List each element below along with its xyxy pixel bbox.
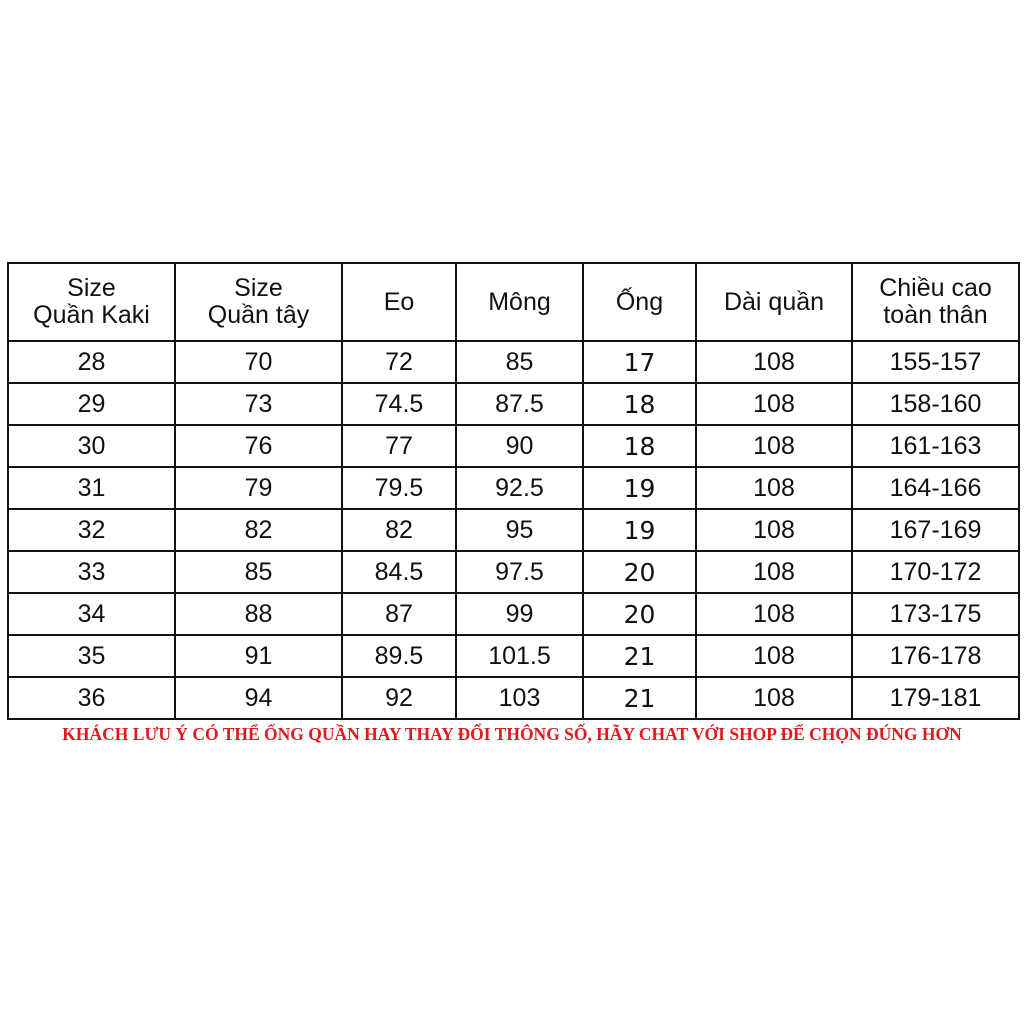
cell-dai-quan: 108 [696,383,852,425]
header-mong: Mông [456,263,583,341]
header-size-kaki: Size Quần Kaki [8,263,175,341]
header-eo: Eo [342,263,456,341]
table-row [8,509,1019,551]
cell-chieu-cao: 176-178 [852,635,1019,677]
cell-chieu-cao: 173-175 [852,593,1019,635]
cell-chieu-cao: 167-169 [852,509,1019,551]
cell-size-kaki: 28 [8,341,175,383]
cell-eo: 92 [342,677,456,719]
cell-size-kaki: 32 [8,509,175,551]
cell-chieu-cao: 164-166 [852,467,1019,509]
cell-size-quan-tay: 88 [175,593,342,635]
cell-mong: 92.5 [456,467,583,509]
cell-chieu-cao: 155-157 [852,341,1019,383]
cell-size-kaki: 36 [8,677,175,719]
cell-size-quan-tay: 70 [175,341,342,383]
table-row [8,593,1019,635]
cell-size-quan-tay: 85 [175,551,342,593]
cell-ong: 19 [583,467,696,509]
cell-dai-quan: 108 [696,551,852,593]
cell-ong: 20 [583,551,696,593]
cell-size-quan-tay: 82 [175,509,342,551]
cell-mong: 87.5 [456,383,583,425]
cell-eo: 79.5 [342,467,456,509]
size-note: KHÁCH LƯU Ý CÓ THỂ ỐNG QUẦN HAY THAY ĐỔI THÔNG SỐ, HÃY CHAT VỚI SHOP ĐỂ CHỌN ĐÚNG HƠN [62,724,962,744]
cell-size-kaki: 35 [8,635,175,677]
cell-mong: 97.5 [456,551,583,593]
cell-size-kaki: 30 [8,425,175,467]
cell-eo: 87 [342,593,456,635]
table-row [8,383,1019,425]
cell-ong: 18 [583,425,696,467]
cell-size-kaki: 33 [8,551,175,593]
cell-mong: 95 [456,509,583,551]
cell-eo: 74.5 [342,383,456,425]
cell-mong: 103 [456,677,583,719]
cell-dai-quan: 108 [696,593,852,635]
table-row [8,635,1019,677]
cell-eo: 84.5 [342,551,456,593]
cell-size-kaki: 31 [8,467,175,509]
table-row [8,551,1019,593]
cell-mong: 85 [456,341,583,383]
table-row [8,467,1019,509]
cell-ong: 20 [583,593,696,635]
cell-eo: 89.5 [342,635,456,677]
cell-chieu-cao: 158-160 [852,383,1019,425]
cell-ong: 21 [583,635,696,677]
cell-dai-quan: 108 [696,509,852,551]
cell-size-kaki: 34 [8,593,175,635]
cell-dai-quan: 108 [696,635,852,677]
cell-eo: 82 [342,509,456,551]
header-row [8,263,1019,341]
header-ong: Ống [583,263,696,341]
cell-eo: 77 [342,425,456,467]
cell-chieu-cao: 170-172 [852,551,1019,593]
cell-size-quan-tay: 73 [175,383,342,425]
cell-size-quan-tay: 76 [175,425,342,467]
cell-dai-quan: 108 [696,425,852,467]
header-size-quan-tay: Size Quần tây [175,263,342,341]
cell-size-quan-tay: 94 [175,677,342,719]
header-dai-quan: Dài quần [696,263,852,341]
cell-chieu-cao: 179-181 [852,677,1019,719]
cell-size-kaki: 29 [8,383,175,425]
cell-ong: 17 [583,341,696,383]
cell-mong: 99 [456,593,583,635]
size-table [7,262,1020,720]
cell-size-quan-tay: 91 [175,635,342,677]
cell-eo: 72 [342,341,456,383]
table-row [8,341,1019,383]
cell-dai-quan: 108 [696,677,852,719]
cell-mong: 90 [456,425,583,467]
cell-dai-quan: 108 [696,341,852,383]
header-chieu-cao: Chiều cao toàn thân [852,263,1019,341]
cell-ong: 18 [583,383,696,425]
cell-ong: 21 [583,677,696,719]
cell-mong: 101.5 [456,635,583,677]
cell-size-quan-tay: 79 [175,467,342,509]
cell-chieu-cao: 161-163 [852,425,1019,467]
cell-ong: 19 [583,509,696,551]
cell-dai-quan: 108 [696,467,852,509]
table-row [8,425,1019,467]
table-row [8,677,1019,719]
